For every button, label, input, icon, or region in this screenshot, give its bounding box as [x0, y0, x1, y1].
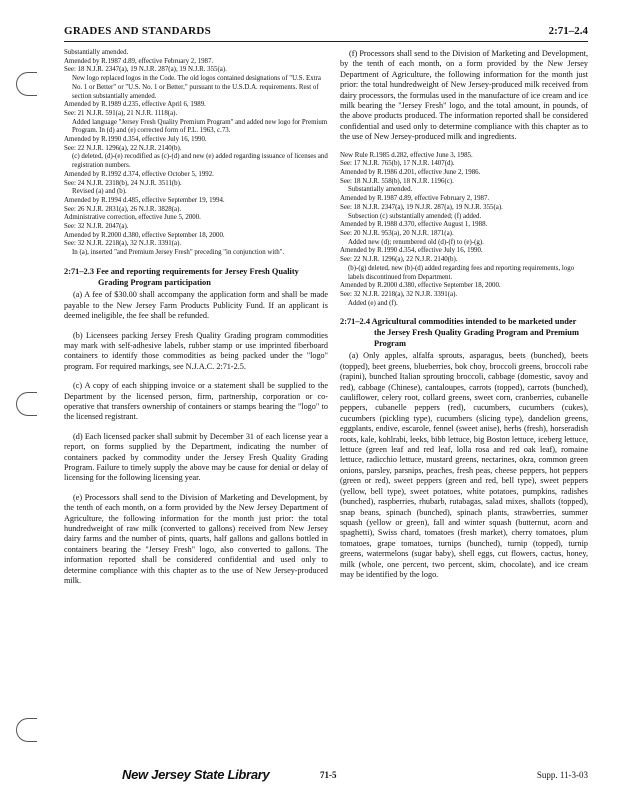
- header-section-range: 2:71–2.4: [548, 25, 588, 37]
- paragraph-b: (b) Licensees packing Jersey Fresh Quality Grading program commodities may mark with self-adhesive labels, rubber stamp or use imprinted fiberboard containers to identify those commodities as being packed under the "logo" program. For required markings, see N.J.A.C. 2:71-2.5.: [64, 330, 328, 371]
- history-line: (c) deleted, (d)-(e) recodified as (c)-(d) and new (e) added regarding issuance of licenses and registration numbers.: [72, 153, 328, 170]
- history-line: New logo replaced logos in the Code. The old logos contained designations of "U.S. Extra No. 1 or Better" or "U.S. No. 1 or Better," pursuant to the U.S.D.A. requirements. Rest of section substantially amended.: [72, 75, 321, 100]
- history-line: Added language "Jersey Fresh Quality Premium Program" and added new logo for Premium Program. In (d) and (e) corrected form of P.L. 1963, c.73.: [72, 118, 328, 135]
- history-line: See: 17 N.J.R. 765(b), 17 N.J.R. 1407(d).: [340, 160, 455, 168]
- history-line: Revised (a) and (b).: [72, 188, 127, 196]
- section-heading-2-71-2-3: 2:71–2.3 Fee and reporting requirements for Jersey Fresh Quality Grading Program participation: [64, 266, 299, 287]
- paragraph-e: (e) Processors shall send to the Division of Marketing and Development, by the tenth of each month, on a form provided by the New Jersey Department of Agriculture, the following information for the month just prior: the total hundredweight of raw milk (converted to gallons) received from New Jersey dairy farms and the number of pints, quarts, half gallons and gallons bottled in containers bearing the "Jersey Fresh" logo, also converted to gallons. The information reported shall be considered confidential and used only to determine compliance with this chapter as to the use of New Jersey-produced milk.: [64, 492, 328, 586]
- history-line: See: 32 N.J.R. 2218(a), 32 N.J.R. 3391(a).: [64, 240, 182, 248]
- left-column: [64, 49, 328, 595]
- history-line: Amended by R.1987 d.89, effective February 2, 1987.: [64, 57, 214, 65]
- history-line: See: 18 N.J.R. 2347(a), 19 N.J.R. 287(a), 19 N.J.R. 355(a).: [64, 66, 227, 74]
- history-notes: [64, 49, 328, 258]
- paragraph-a: (a) A fee of $30.00 shall accompany the application form and shall be made payable to the New Jersey Farm Products Publicity Fund. If an applicant is deemed ineligible, the fee shall be refunded.: [64, 290, 328, 321]
- history-line: Amended by R.1990 d.354, effective July 16, 1990.: [340, 247, 483, 255]
- history-line: Amended by R.1992 d.374, effective October 5, 1992.: [64, 170, 214, 178]
- history-line: Substantially amended.: [64, 49, 129, 56]
- history-line: Added (e) and (f).: [348, 299, 398, 307]
- history-line: See: 21 N.J.R. 591(a), 21 N.J.R. 1118(a).: [64, 109, 178, 117]
- history-line: See: 26 N.J.R. 2831(a), 26 N.J.R. 3828(a).: [64, 205, 182, 213]
- history-line: (b)-(g) deleted, new (b)-(d) added regarding fees and reporting requirements, logo labels discontinued from Department.: [348, 264, 575, 281]
- history-line: Substantially amended.: [348, 186, 413, 194]
- history-line: See: 18 N.J.R. 2347(a), 19 N.J.R. 287(a), 19 N.J.R. 355(a).: [340, 203, 503, 211]
- paragraph-f: (f) Processors shall send to the Division of Marketing and Development, by the tenth of each month, on a form provided by the New Jersey Department of Agriculture, the following information for the month just prior: the total hundredweight of New Jersey-produced milk received from dairy processors, the formulas used in the manufacture of ice cream and ice milk bearing the "Jersey Fresh" logo, and the total amount, in pounds, of the above products produced. The information reported shall be considered confidential and used only to determine compliance with this chapter as to the use of New Jersey-produced milk and ingredients.: [340, 49, 588, 142]
- history-line: In (a), inserted "and Premium Jersey Fresh" preceding "in conjunction with".: [72, 249, 285, 257]
- page-footer: [64, 767, 588, 786]
- history-line: See: 32 N.J.R. 2218(a), 32 N.J.R. 3391(a).: [340, 290, 458, 298]
- history-line: New Rule R.1985 d.282, effective June 3, 1985.: [340, 151, 473, 159]
- paragraph-c: (c) A copy of each shipping invoice or a statement shall be supplied to the Department by the licensed person, firm, partnership, corporation or co-operative that transfers ownership of containers or stamps bearing the "logo" to the licensed registrant.: [64, 381, 328, 422]
- header-title: GRADES AND STANDARDS: [64, 25, 211, 37]
- history-line: See: 22 N.J.R. 1296(a), 22 N.J.R. 2140(b).: [64, 144, 182, 152]
- punch-hole-mark: [16, 72, 37, 96]
- right-column: [340, 49, 588, 589]
- history-line: See: 20 N.J.R. 953(a), 20 N.J.R. 1871(a).: [340, 229, 454, 237]
- history-notes: [340, 152, 588, 309]
- history-line: See: 24 N.J.R. 2318(b), 24 N.J.R. 3511(b).: [64, 179, 182, 187]
- history-line: Administrative correction, effective June 5, 2000.: [64, 214, 201, 222]
- punch-hole-mark: [16, 718, 37, 742]
- history-line: Amended by R.1994 d.485, effective September 19, 1994.: [64, 196, 225, 204]
- history-line: Amended by R.1989 d.235, effective April 6, 1989.: [64, 101, 206, 109]
- section-heading-2-71-2-4: 2:71–2.4 Agricultural commodities intended to be marketed under the Jersey Fresh Quality Grading Program and Premium Program: [340, 317, 579, 348]
- history-line: Amended by R.1986 d.201, effective June 2, 1986.: [340, 169, 481, 177]
- page-header: [64, 25, 588, 41]
- page-number: 71-5: [320, 770, 337, 780]
- history-line: Added new (d); renumbered old (d)-(f) to (e)-(g).: [348, 238, 484, 246]
- library-stamp: New Jersey State Library: [122, 767, 270, 782]
- history-line: Amended by R.2000 d.380, effective September 18, 2000.: [340, 282, 501, 290]
- history-line: See: 18 N.J.R. 558(b), 18 N.J.R. 1196(c).: [340, 177, 454, 185]
- supplement-date: Supp. 11-3-03: [536, 770, 588, 780]
- paragraph-commodities-list: (a) Only apples, alfalfa sprouts, asparagus, beets (bunched), beets (topped), beet greens, blueberries, bok choy, broccoli greens, broccoli rabe (rapini), bunched Italian sprouting broccoli, cabbage (domestic, savoy and red), cabbage (Chinese), cantaloupes, carrots (topped), carrots (bunched), cauliflower, celery root, collard greens, sweet corn, cranberries, cubanelle peppers, cubanelle peppers (red), cucumbers, cucumbers (cukes), cucumbers (pickling type), cucumbers (slicing type), dandelion greens, eggplants, endive, escarole, fennel (sweet anise), herbs (fresh), horseradish roots, kale, kohlrabi, leeks, bibb lettuce, big Boston lettuce, iceberg lettuce, lettuce (green leaf and red leaf, lolla rosa and red oak leaf), romaine lettuce, radicchio lettuce, mustard greens, nectarines, okra, common green onions, parsley, parsnips, peaches, fresh peas, cheese peppers, hot peppers (green or red), sweet peppers (green and red, bell type), sweet peppers (yellow, bell type), sweet potatoes, white potatoes, pumpkins, radishes (bunched), raspberries, rhubarb, rutabagas, salad mixes, shallots (topped), snap beans, spinach (bunched), spinach plants, strawberries, summer squash (yellow or green), fall and winter squash (butternut, acorn and spaghetti), Swiss chard, tomatoes (fresh market), cherry tomatoes, plum tomatoes, grape tomatoes, turnips (bunched), turnip (topped), turnip greens, watermelons (sugar baby), shell eggs, cut flowers, cactus, honey, milk (whole, one percent, two percent, skim, chocolate), and ice cream may be identified by the logo.: [340, 351, 588, 579]
- paragraph-d: (d) Each licensed packer shall submit by December 31 of each license year a report, on forms supplied by the Department, indicating the number of containers packed by commodity under the Jersey Fresh Quality Grading Program. Failure to timely supply the above may be cause for denial or delay of licensing for the following licensing year.: [64, 431, 328, 483]
- history-line: See: 32 N.J.R. 2047(a).: [64, 223, 129, 231]
- history-line: Amended by R.2000 d.380, effective September 18, 2000.: [64, 231, 225, 239]
- history-line: Amended by R.1990 d.354, effective July 16, 1990.: [64, 136, 207, 144]
- history-line: Amended by R.1988 d.370, effective August 1, 1988.: [340, 221, 488, 229]
- history-line: See: 22 N.J.R. 1296(a), 22 N.J.R. 2140(b).: [340, 256, 458, 264]
- history-line: Subsection (c) substantially amended; (f) added.: [348, 212, 482, 220]
- header-rule: [64, 41, 588, 42]
- punch-hole-mark: [16, 392, 37, 416]
- history-line: Amended by R.1987 d.89, effective February 2, 1987.: [340, 195, 490, 203]
